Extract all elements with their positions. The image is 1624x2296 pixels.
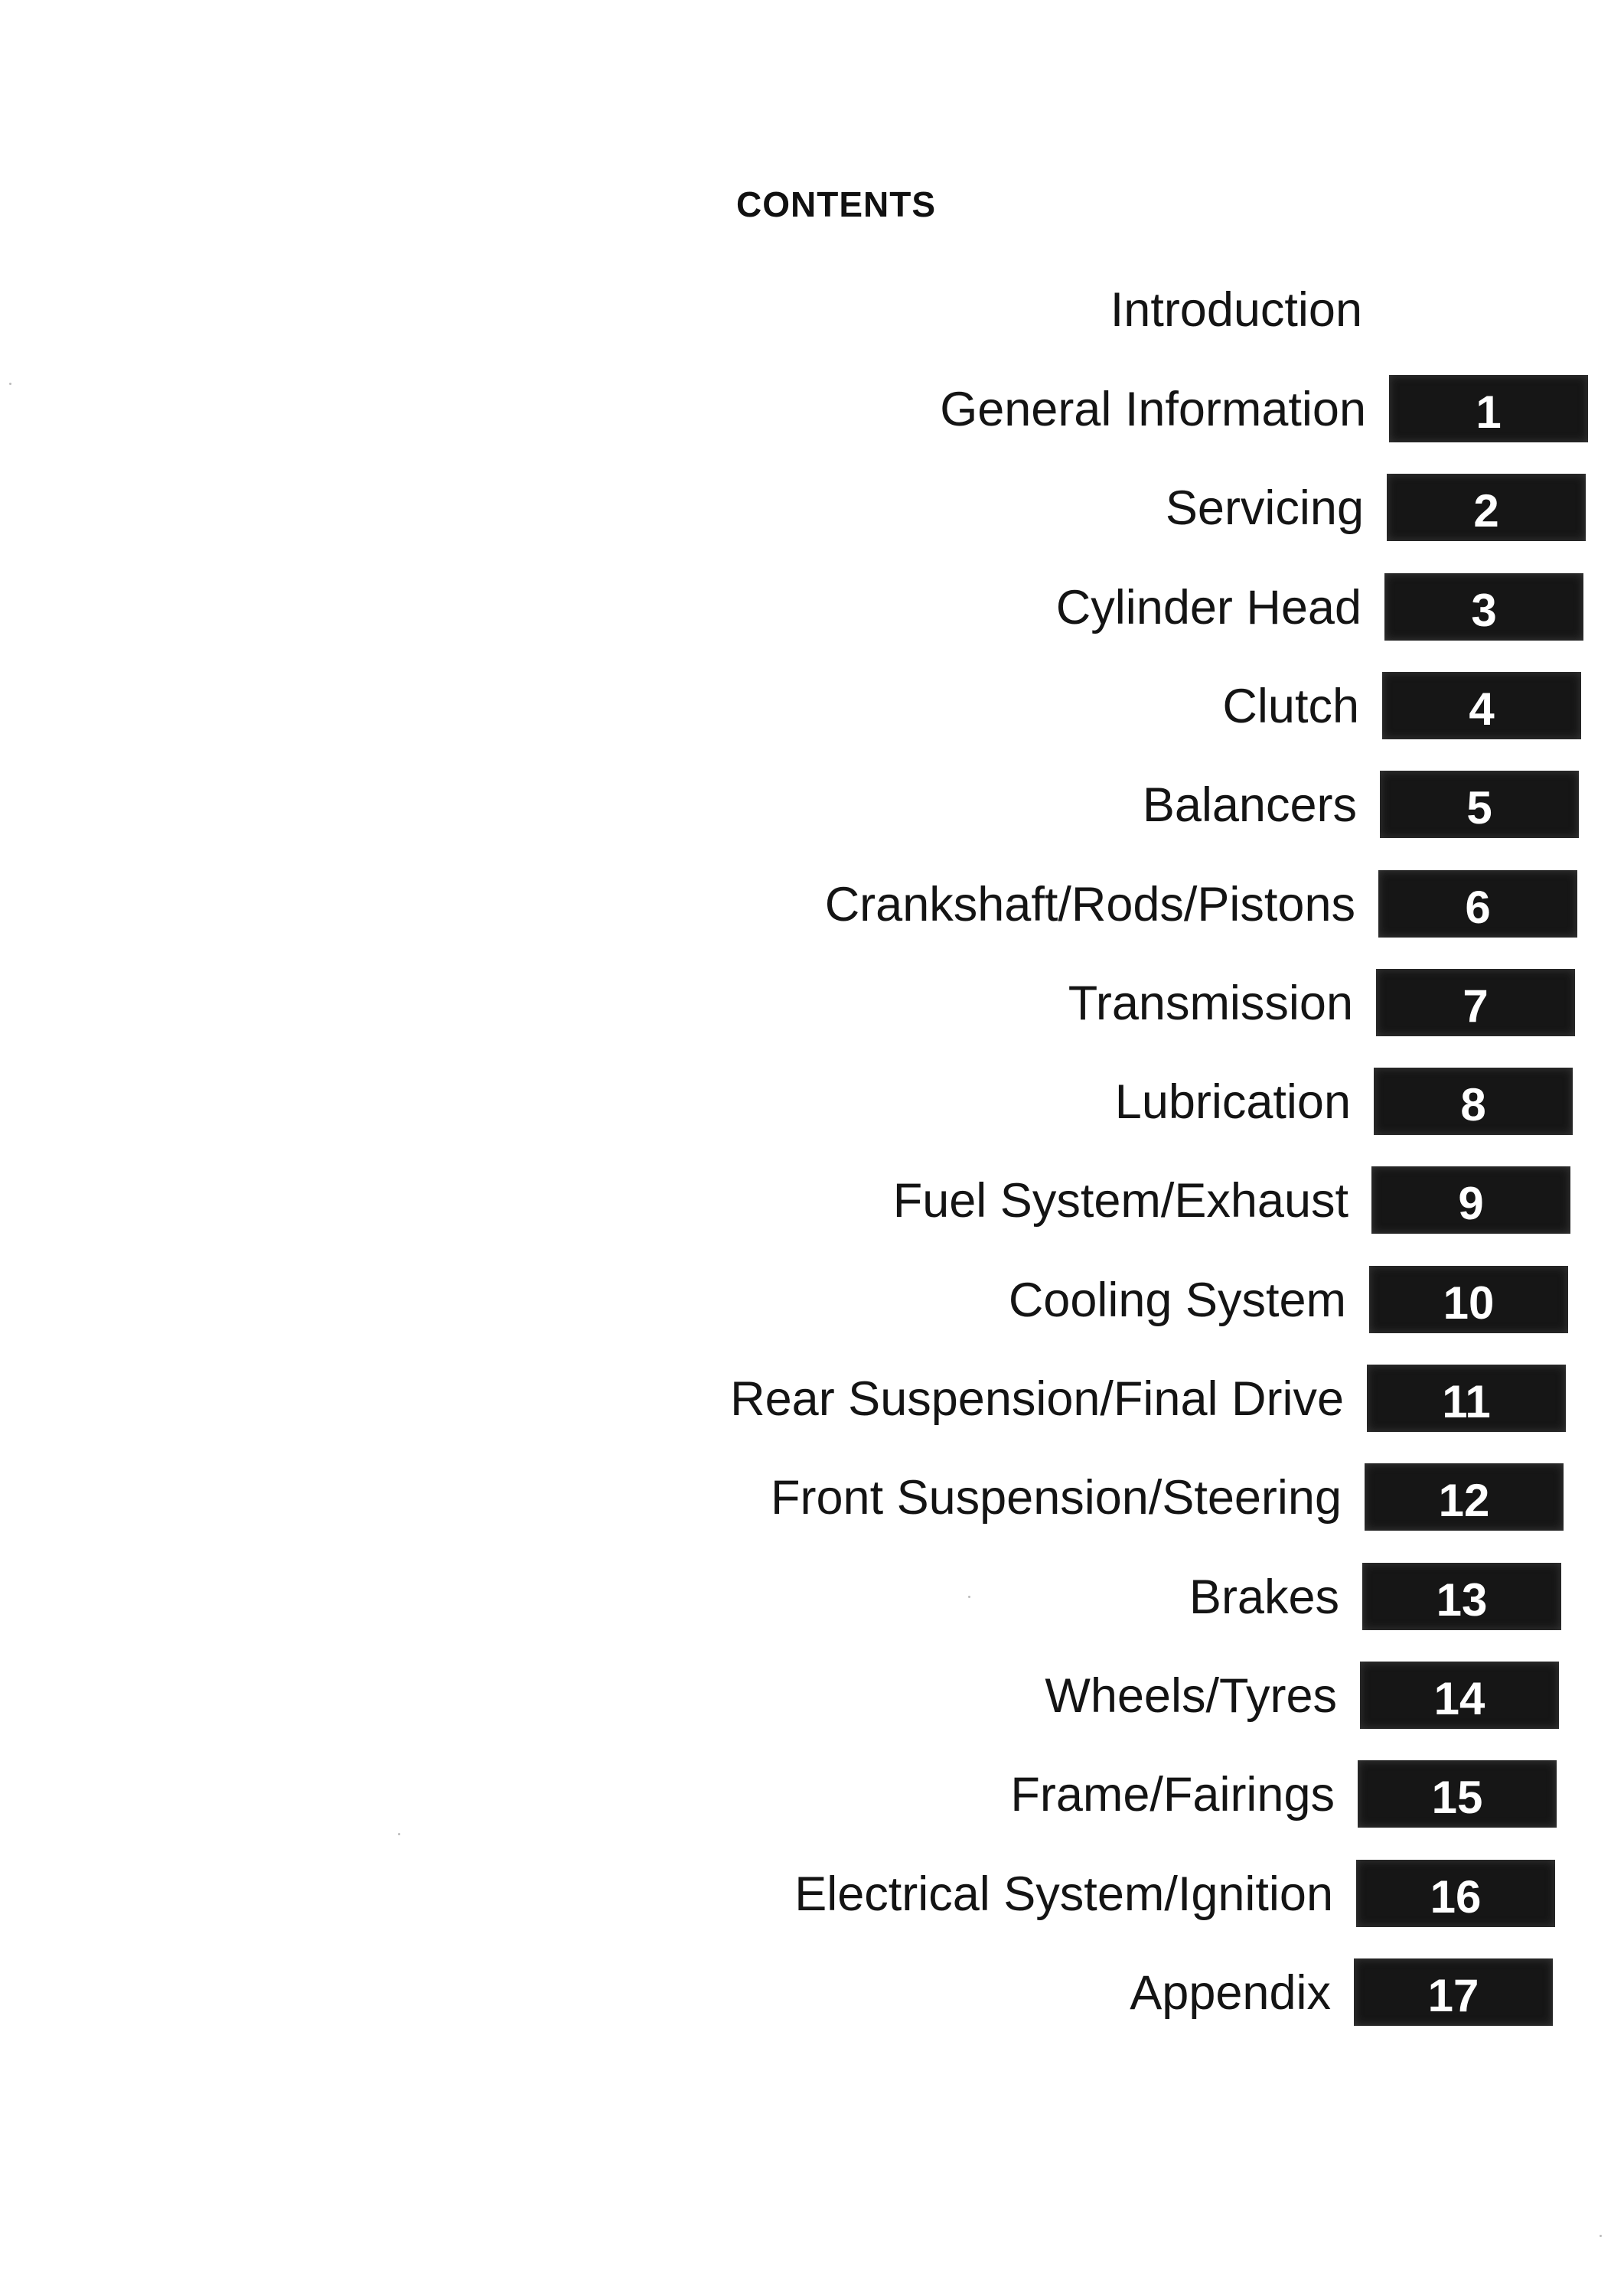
chapter-number-tab: 17: [1354, 1958, 1553, 2026]
toc-row[interactable]: [0, 1068, 1624, 1137]
chapter-number-tab: 7: [1376, 969, 1575, 1036]
chapter-number-tab: 4: [1382, 672, 1581, 739]
toc-row[interactable]: [0, 870, 1624, 939]
chapter-number-tab: 14: [1360, 1662, 1559, 1729]
toc-row[interactable]: [0, 1563, 1624, 1632]
toc-label: Lubrication: [1114, 1075, 1351, 1129]
scan-speck: [9, 383, 11, 385]
toc-row[interactable]: [0, 672, 1624, 741]
toc-label: Crankshaft/Rods/Pistons: [824, 878, 1355, 931]
toc-label: Cylinder Head: [1055, 581, 1361, 634]
chapter-number-tab: 15: [1358, 1760, 1557, 1828]
toc-label: Brakes: [1189, 1570, 1339, 1624]
chapter-number-tab: 5: [1380, 771, 1579, 838]
toc-row[interactable]: [0, 573, 1624, 642]
toc-row[interactable]: [0, 1266, 1624, 1335]
toc-label: Frame/Fairings: [1010, 1768, 1335, 1821]
chapter-number-tab: 8: [1374, 1068, 1573, 1135]
toc-label: Appendix: [1130, 1966, 1331, 2020]
toc-row[interactable]: [0, 474, 1624, 543]
toc-label: Electrical System/Ignition: [794, 1867, 1333, 1921]
chapter-number-tab: 1: [1389, 375, 1588, 442]
toc-intro-row[interactable]: [0, 276, 1624, 344]
toc-label: Front Suspension/Steering: [771, 1471, 1342, 1525]
toc-row[interactable]: [0, 1365, 1624, 1433]
toc-label: General Information: [940, 383, 1366, 436]
chapter-number-tab: 11: [1367, 1365, 1566, 1432]
chapter-number-tab: 3: [1384, 573, 1583, 641]
toc-label: Servicing: [1165, 481, 1364, 535]
toc-row[interactable]: [0, 375, 1624, 444]
chapter-number-tab: 10: [1369, 1266, 1568, 1333]
chapter-number-tab: 6: [1378, 870, 1577, 938]
toc-row[interactable]: [0, 1860, 1624, 1929]
toc-row[interactable]: [0, 771, 1624, 840]
toc-label: Clutch: [1222, 680, 1359, 733]
toc-row[interactable]: [0, 1166, 1624, 1235]
toc-label: Wheels/Tyres: [1045, 1669, 1337, 1723]
toc-row[interactable]: [0, 969, 1624, 1038]
scan-speck: [1600, 2235, 1602, 2237]
toc-row[interactable]: [0, 1662, 1624, 1730]
chapter-number-tab: 16: [1356, 1860, 1555, 1927]
chapter-number-tab: 13: [1362, 1563, 1561, 1630]
chapter-number-tab: 9: [1371, 1166, 1570, 1234]
scan-speck: [968, 1596, 970, 1598]
toc-label: Rear Suspension/Final Drive: [730, 1372, 1344, 1426]
toc-row[interactable]: [0, 1958, 1624, 2027]
scan-speck: [398, 1833, 400, 1835]
toc-row[interactable]: [0, 1760, 1624, 1829]
toc-label: Cooling System: [1008, 1274, 1346, 1327]
chapter-number-tab: 12: [1365, 1463, 1564, 1531]
toc-label: Fuel System/Exhaust: [892, 1174, 1348, 1228]
toc-label-introduction: Introduction: [1110, 283, 1362, 337]
toc-label: Balancers: [1142, 778, 1357, 832]
chapter-number-tab: 2: [1387, 474, 1586, 541]
contents-heading: CONTENTS: [736, 184, 936, 224]
toc-label: Transmission: [1068, 977, 1353, 1030]
toc-row[interactable]: [0, 1463, 1624, 1532]
